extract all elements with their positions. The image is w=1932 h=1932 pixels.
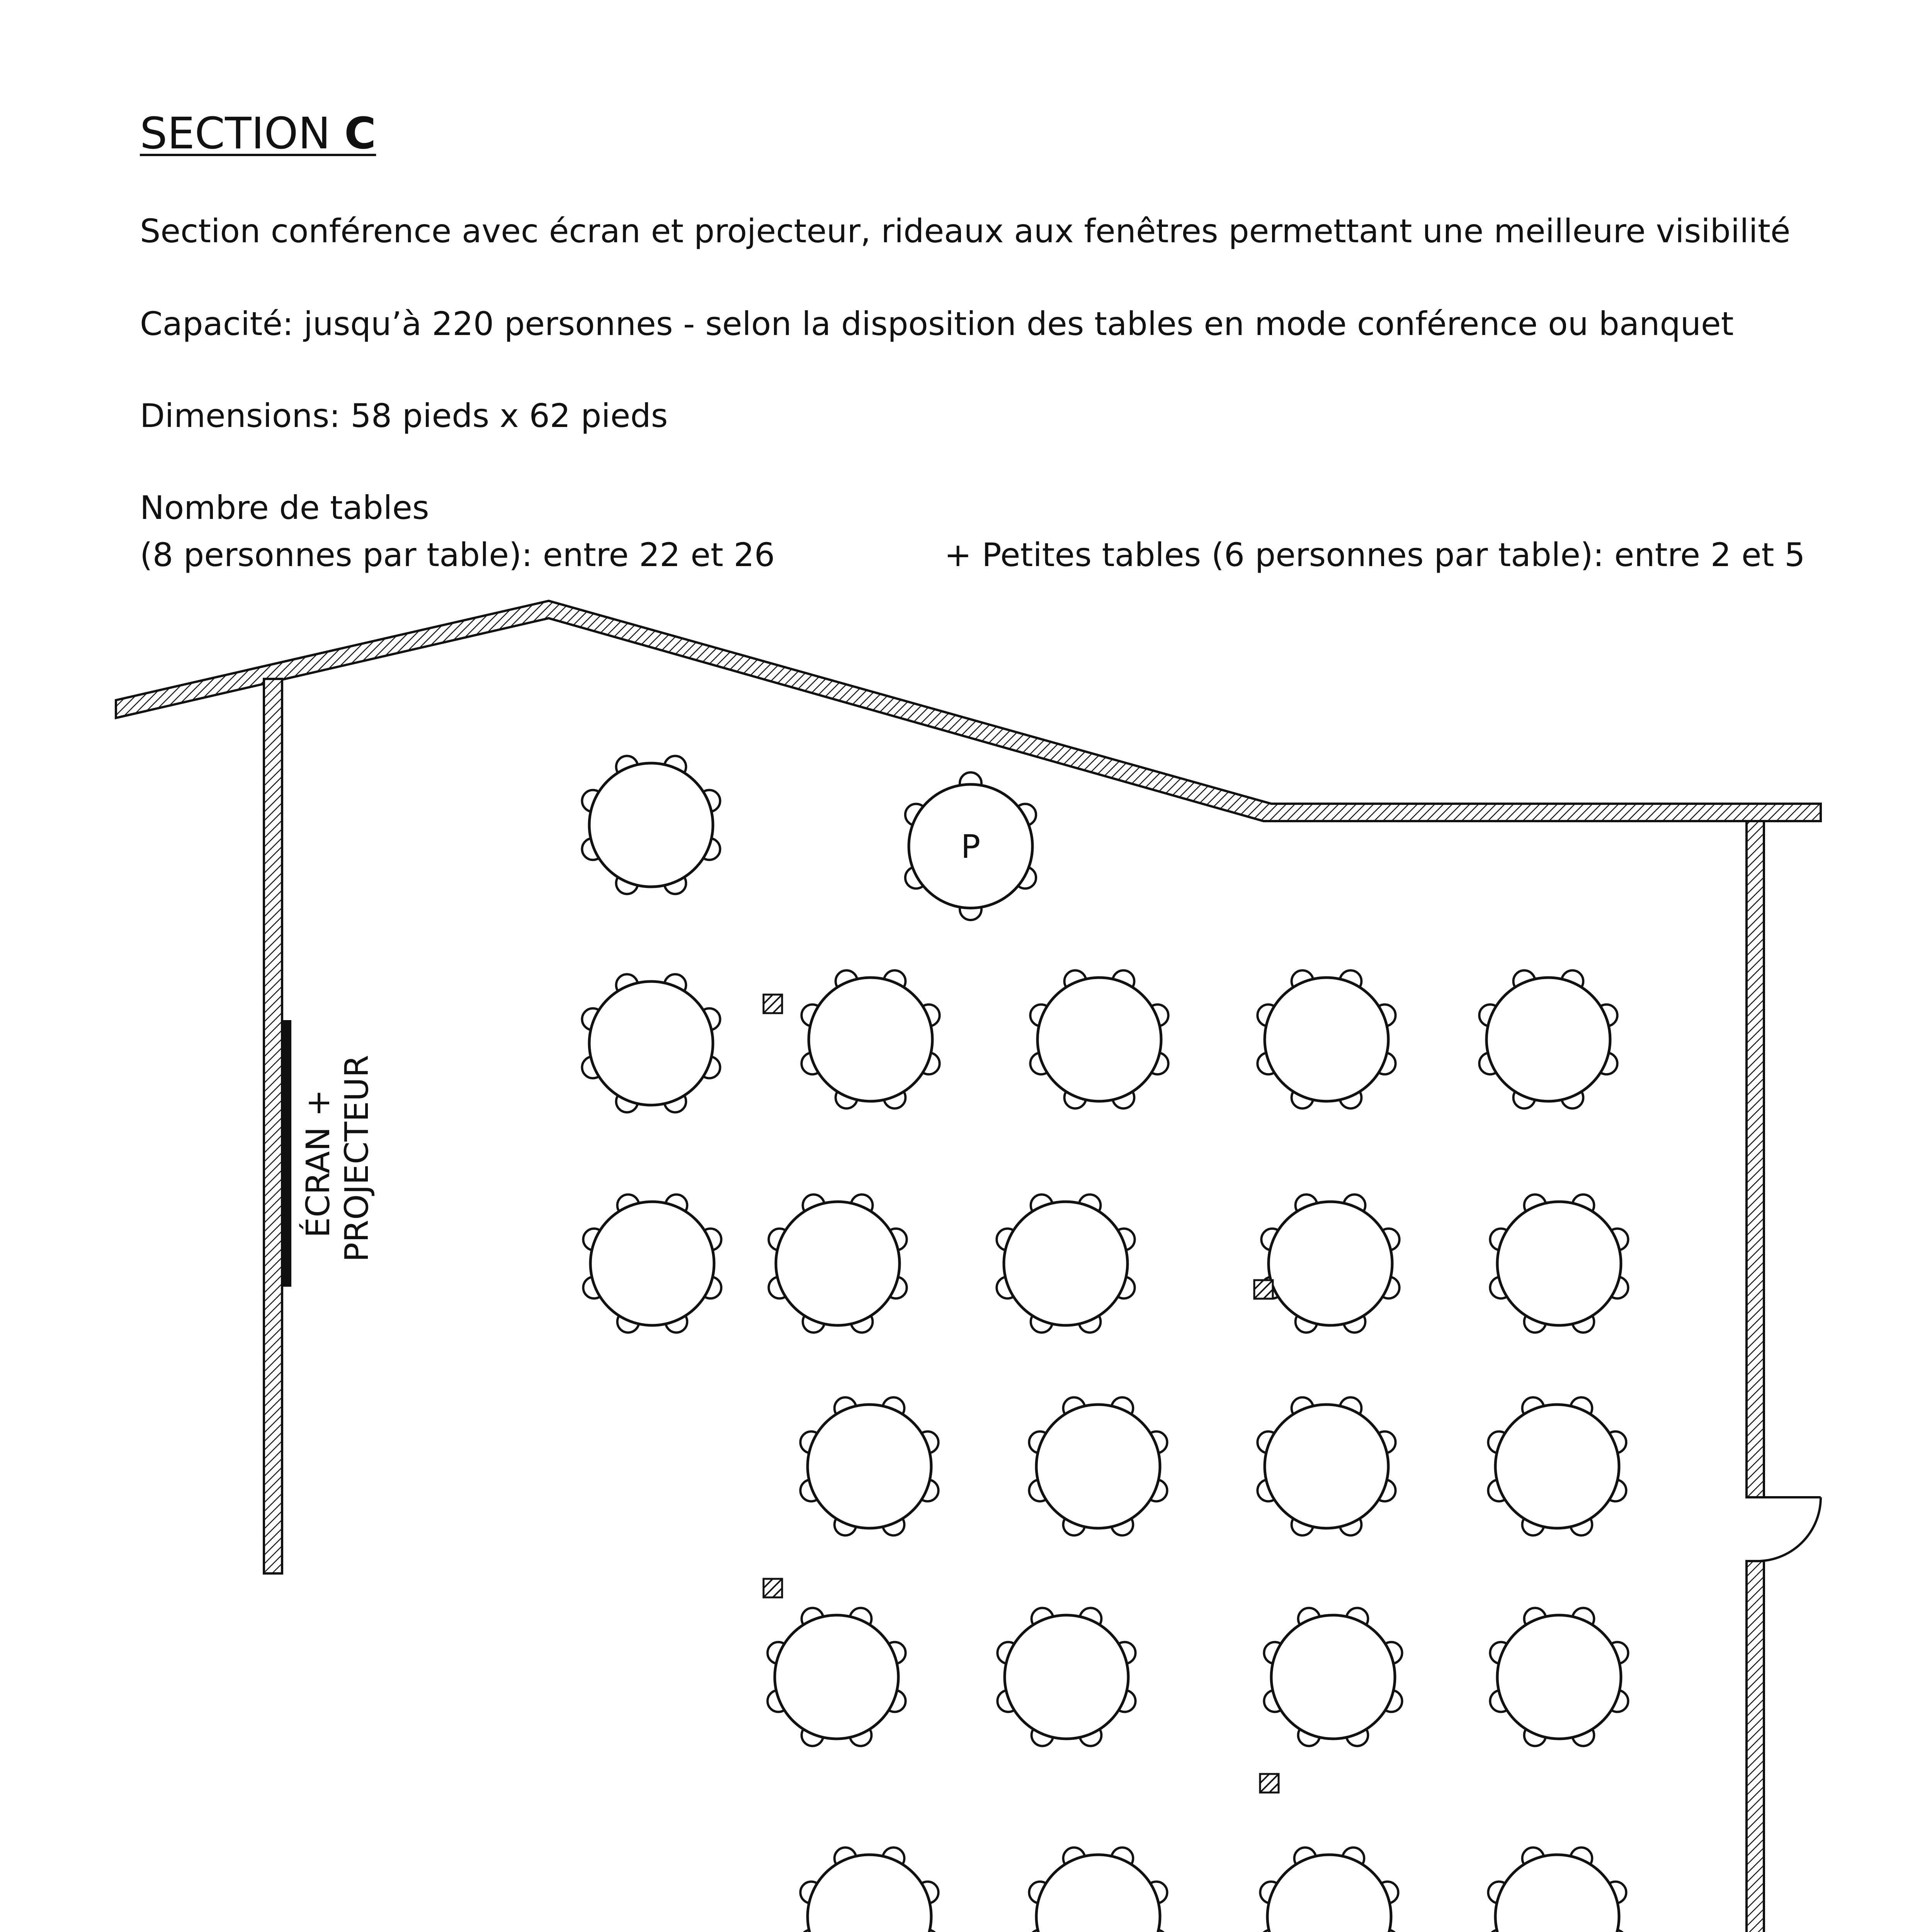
table-top [590,1202,714,1325]
round-table [1257,1397,1395,1535]
table-top [1486,978,1610,1101]
pillar [1260,1774,1279,1793]
table-top [775,1615,898,1739]
table-top [1271,1615,1395,1739]
round-table [1030,970,1168,1108]
round-table [1490,1194,1628,1332]
round-table [1264,1608,1402,1746]
title-prefix: SECTION [140,109,345,159]
round-table [1029,1847,1167,1932]
table-top [589,763,713,887]
pillar [1254,1280,1273,1299]
door [1755,1497,1821,1561]
table-top [1495,1855,1619,1932]
round-table [800,1397,938,1535]
table-top [1037,978,1161,1101]
table-top [809,978,932,1101]
table-top [589,981,713,1105]
projection-screen [283,1020,291,1287]
round-table [767,1608,905,1746]
table-top [1036,1855,1160,1932]
screen-wall [264,679,282,1573]
table-top [1267,1855,1391,1932]
round-table [997,1194,1134,1332]
round-table [582,756,720,894]
round-table [1490,1608,1628,1746]
screen-label-line1: ÉCRAN + [299,1089,337,1238]
tables-count-detail: (8 personnes par table): entre 22 et 26 [140,536,775,574]
table-top [1495,1405,1619,1528]
table-top [1269,1202,1392,1325]
screen-label-line2: PROJECTEUR [338,1055,376,1262]
round-table [769,1194,906,1332]
round-table [582,974,720,1112]
table-top [1265,1405,1388,1528]
table-top [1497,1615,1621,1739]
title-section-letter: C [344,109,376,159]
round-table [583,1194,721,1332]
table-top [776,1202,900,1325]
table-top [1036,1405,1160,1528]
round-table [1029,1397,1167,1535]
round-table [800,1847,938,1932]
round-table [801,970,939,1108]
table-top [808,1405,931,1528]
right-wall-upper [1747,821,1764,1497]
small-tables-text: + Petites tables (6 personnes par table): entre 2 et 5 [944,536,1805,574]
table-top [1265,978,1388,1101]
tables-count-heading: Nombre de tables [140,489,429,527]
screen-label [299,1055,376,1262]
table-top [1497,1202,1621,1325]
round-table [1261,1194,1399,1332]
round-table [997,1608,1135,1746]
pillar [764,995,782,1013]
podium-label: P [961,828,981,866]
right-wall-lower [1747,1561,1764,1932]
round-table [1488,1397,1626,1535]
round-table [1488,1847,1626,1932]
tables [582,756,1628,1932]
table-top [1005,1615,1128,1739]
section-description: Section conférence avec écran et projecteur, rideaux aux fenêtres permettant une meilleure visibilité [140,212,1791,250]
round-table [1257,970,1395,1108]
table-top [808,1855,931,1932]
pillar [764,1579,782,1597]
dimensions-text: Dimensions: 58 pieds x 62 pieds [140,397,668,435]
round-table [1479,970,1617,1108]
capacity-text: Capacité: jusqu’à 220 personnes - selon la disposition des tables en mode conférence ou banquet [140,305,1734,343]
table-top [1004,1202,1128,1325]
round-table [1260,1847,1398,1932]
